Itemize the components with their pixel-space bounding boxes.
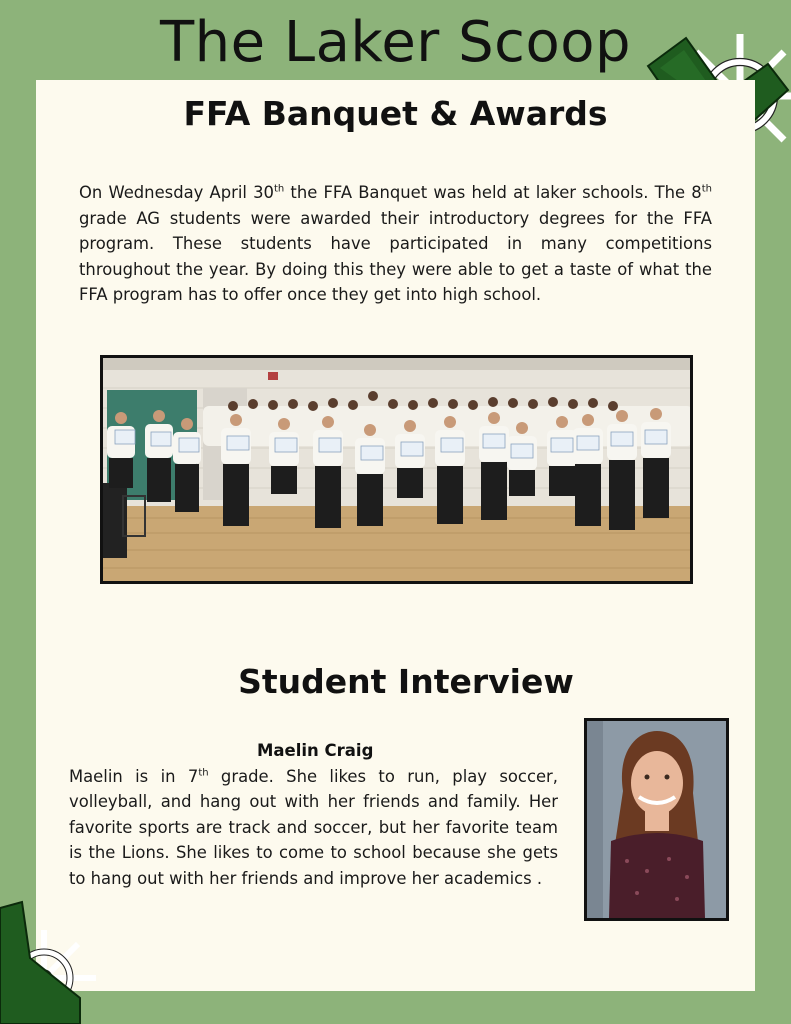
ffa-group-photo bbox=[100, 355, 693, 584]
student-bio: Maelin is in 7th grade. She likes to run, play soccer, volleyball, and hang out with her friends and family. Her favorite sports are track and soccer, but her favorite team is the Lions. She likes to come to school because she gets to hang out with her friends and improve her academics . bbox=[69, 767, 558, 888]
ffa-article-text: On Wednesday April 30th the FFA Banquet was held at laker schools. The 8th grade AG students were awarded their introductory degrees for the FFA program. These students have participated in many competitions throughout the year. By doing this they were able to get a taste of what the FFA program has to offer once they get into high school. bbox=[79, 183, 712, 304]
newsletter-title: The Laker Scoop bbox=[159, 10, 632, 75]
ffa-heading: FFA Banquet & Awards bbox=[183, 94, 608, 133]
student-name: Maelin Craig bbox=[257, 741, 374, 760]
laker-logo-icon bbox=[0, 898, 110, 1024]
newsletter-page bbox=[36, 80, 755, 991]
student-portrait-photo bbox=[584, 718, 729, 921]
interview-heading: Student Interview bbox=[238, 662, 574, 701]
